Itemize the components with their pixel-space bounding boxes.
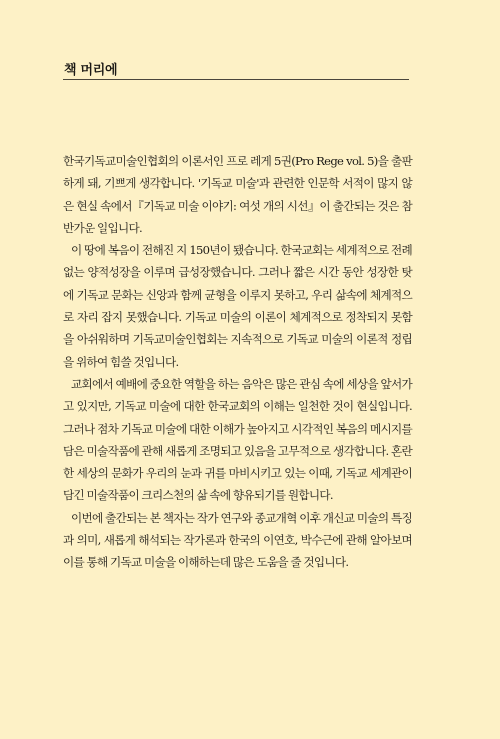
- paragraph-1: 한국기독교미술인협회의 이론서인 프로 레게 5권(Pro Rege vol. 5)을 출판하게 돼, 기쁘게 생각합니다. '기독교 미술'과 관련한 인문학 서적이 많지 않은 현실 속에서『기독교 미술 이야기: 여섯 개의 시선』이 출간되는 것은 참 반가운 일입니다.: [63, 154, 412, 235]
- paragraph-3: 교회에서 예배에 중요한 역할을 하는 음악은 많은 관심 속에 세상을 앞서가고 있지만, 기독교 미술에 대한 한국교회의 이해는 일천한 것이 현실입니다. 그러나 점차 기독교 미술에 대한 이해가 높아지고 시각적인 복음의 메시지를 담은 미술작품에 관해 새롭게 조명되고 있음을 고무적으로 생각합니다. 혼란한 세상의 문화가 우리의 눈과 귀를 마비시키고 있는 이때, 기독교 세계관이 담긴 미술작품이 크리스천의 삶 속에 향유되기를 원합니다.: [63, 376, 412, 503]
- paragraph-2: 이 땅에 복음이 전해진 지 150년이 됐습니다. 한국교회는 세계적으로 전례 없는 양적성장을 이루며 급성장했습니다. 그러나 짧은 시간 동안 성장한 탓에 기독교 문화는 신앙과 함께 균형을 이루지 못하고, 우리 삶속에 체계적으로 자리 잡지 못했습니다. 기독교 미술의 이론이 체계적으로 정착되지 못함을 아쉬워하며 기독교미술인협회는 지속적으로 기독교 미술의 이론적 정립을 위하여 힘쓸 것입니다.: [63, 243, 412, 369]
- section-title: 책 머리에: [64, 63, 118, 78]
- title-divider: [63, 79, 409, 80]
- paragraph-4: 이번에 출간되는 본 책자는 작가 연구와 종교개혁 이후 개신교 미술의 특징과 의미, 새롭게 해석되는 작가론과 한국의 이연호, 박수근에 관해 알아보며 이를 통해 기독교 미술을 이해하는데 많은 도움을 줄 것입니다.: [63, 510, 412, 570]
- preface-body: [63, 150, 412, 574]
